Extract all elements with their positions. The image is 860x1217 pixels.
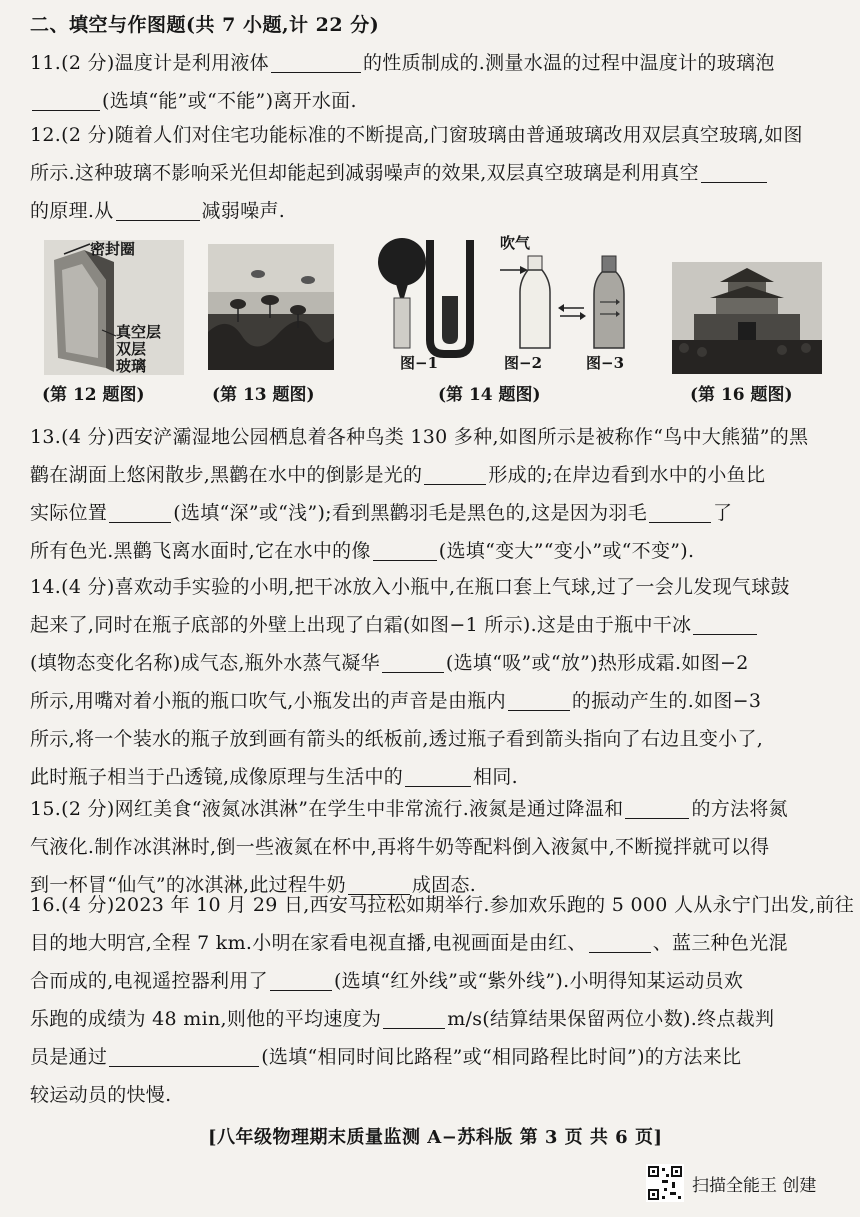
q14-text-3: (填物态变化名称)成气态,瓶外水蒸气凝华 <box>30 652 380 674</box>
q15-text-3: 气液化.制作冰淇淋时,倒一些液氮在杯中,再将牛奶等配料倒入液氮中,不断搅拌就可以得 <box>30 836 770 858</box>
figure-12 <box>44 240 184 375</box>
q13-text-1: 13.(4 分)西安浐灞湿地公园栖息着各种鸟类 130 多种,如图所示是被称作“鸟中大熊猫”的黑 <box>30 426 809 448</box>
q14-text-1: 14.(4 分)喜欢动手实验的小明,把干冰放入小瓶中,在瓶口套上气球,过了一会儿发现气球鼓 <box>30 576 790 598</box>
page-footer: [八年级物理期末质量监测 A−苏科版 第 3 页 共 6 页] <box>208 1127 663 1148</box>
question-12 <box>30 116 830 230</box>
q15-text-2: 的方法将氮 <box>691 798 788 820</box>
label-seal-ring: 密封圈 <box>90 240 136 258</box>
q13-text-6: 了 <box>713 502 733 524</box>
q16-text-8: 员是通过 <box>30 1046 108 1068</box>
caption-fig-12: (第 12 题图) <box>42 385 145 405</box>
q16-text-7: m/s(结算结果保留两位小数).终点裁判 <box>447 1008 775 1030</box>
q14-text-4: (选填“吸”或“放”)热形成霜.如图−2 <box>445 652 749 674</box>
q16-blank-2[interactable] <box>270 968 332 991</box>
q14-blank-2[interactable] <box>382 650 444 673</box>
q14-blank-3[interactable] <box>508 688 570 711</box>
q14-text-9: 相同. <box>473 766 518 788</box>
q12-blank-2[interactable] <box>116 198 200 221</box>
q14-text-2: 起来了,同时在瓶子底部的外壁上出现了白霜(如图−1 所示).这是由于瓶中干冰 <box>30 614 692 636</box>
section-title: 二、填空与作图题(共 7 小题,计 22 分) <box>30 14 380 36</box>
q14-text-6: 的振动产生的.如图−3 <box>571 690 762 712</box>
double-glass-image <box>44 240 184 375</box>
figures-row <box>40 236 830 406</box>
q13-text-8: (选填“变大”“变小”或“不变”). <box>438 540 695 562</box>
label-vacuum: 真空层 双层 玻璃 <box>116 323 162 375</box>
q11-text-2: 的性质制成的.测量水温的过程中温度计的玻璃泡 <box>362 52 775 74</box>
q11-blank-2[interactable] <box>32 88 100 111</box>
q12-text-4: 减弱噪声. <box>201 200 286 222</box>
q13-blank-4[interactable] <box>373 538 437 561</box>
caption-fig-13: (第 13 题图) <box>212 385 315 405</box>
figure-16 <box>672 262 822 374</box>
q16-blank-1[interactable] <box>589 930 651 953</box>
question-11 <box>30 44 830 120</box>
q15-blank-1[interactable] <box>625 796 689 819</box>
q11-blank-1[interactable] <box>271 50 361 73</box>
q16-blank-4[interactable] <box>109 1044 259 1067</box>
q14-text-5: 所示,用嘴对着小瓶的瓶口吹气,小瓶发出的声音是由瓶内 <box>30 690 506 712</box>
q16-text-2: 目的地大明宫,全程 7 km.小明在家看电视直播,电视画面是由红、 <box>30 932 587 954</box>
q15-text-5: 成固态. <box>411 874 477 896</box>
caption-fig-14: (第 14 题图) <box>438 385 541 405</box>
q12-blank-1[interactable] <box>701 160 767 183</box>
figure-13 <box>208 244 334 370</box>
q16-blank-3[interactable] <box>383 1006 445 1029</box>
q13-text-7: 所有色光.黑鹳飞离水面时,它在水中的像 <box>30 540 371 562</box>
label-blow: 吹气 <box>500 234 531 252</box>
q16-text-6: 乐跑的成绩为 48 min,则他的平均速度为 <box>30 1008 382 1030</box>
q13-blank-3[interactable] <box>649 500 711 523</box>
q11-text-3: (选填“能”或“不能”)离开水面. <box>102 90 357 112</box>
q13-text-5: (选填“深”或“浅”);看到黑鹳羽毛是黑色的,这是因为羽毛 <box>173 502 648 524</box>
q15-text-4: 到一杯冒“仙气”的冰淇淋,此过程牛奶 <box>30 874 346 896</box>
q16-text-9: (选填“相同时间比路程”或“相同路程比时间”)的方法来比 <box>261 1046 742 1068</box>
q12-text-3: 的原理.从 <box>30 200 114 222</box>
q12-text-2: 所示.这种玻璃不影响采光但却能起到减弱噪声的效果,双层真空玻璃是利用真空 <box>30 162 699 184</box>
question-16 <box>30 886 855 1114</box>
q16-text-5: (选填“红外线”或“紫外线”).小明得知某运动员欢 <box>333 970 744 992</box>
drum-tower-photo <box>672 262 822 374</box>
q14-blank-4[interactable] <box>405 764 471 787</box>
q12-text-1: 12.(2 分)随着人们对住宅功能标准的不断提高,门窗玻璃由普通玻璃改用双层真空玻璃,如图 <box>30 124 803 146</box>
label-fig-14-1: 图−1 <box>400 354 439 372</box>
q11-text-1: 11.(2 分)温度计是利用液体 <box>30 52 269 74</box>
caption-fig-16: (第 16 题图) <box>690 385 793 405</box>
q16-text-1: 16.(4 分)2023 年 10 月 29 日,西安马拉松如期举行.参加欢乐跑的 5 000 人从永宁门出发,前往 <box>30 894 855 916</box>
q14-text-7: 所示,将一个装水的瓶子放到画有箭头的纸板前,透过瓶子看到箭头指向了右边且变小了, <box>30 728 764 750</box>
q13-text-3: 形成的;在岸边看到水中的小鱼比 <box>488 464 766 486</box>
q16-text-10: 较运动员的快慢. <box>30 1084 172 1106</box>
q13-text-4: 实际位置 <box>30 502 108 524</box>
qr-code-icon <box>646 1164 684 1202</box>
q14-text-8: 此时瓶子相当于凸透镜,成像原理与生活中的 <box>30 766 404 788</box>
black-stork-photo <box>208 244 334 370</box>
label-fig-14-3: 图−3 <box>586 354 625 372</box>
label-fig-14-2: 图−2 <box>504 354 543 372</box>
q14-blank-1[interactable] <box>693 612 757 635</box>
q13-text-2: 鹳在湖面上悠闲散步,黑鹳在水中的倒影是光的 <box>30 464 423 486</box>
figure-14 <box>370 236 642 378</box>
q16-text-3: 、蓝三种色光混 <box>652 932 788 954</box>
question-13 <box>30 418 830 570</box>
q15-text-1: 15.(2 分)网红美食“液氮冰淇淋”在学生中非常流行.液氮是通过降温和 <box>30 798 624 820</box>
question-14 <box>30 568 830 796</box>
q13-blank-2[interactable] <box>109 500 171 523</box>
q16-text-4: 合而成的,电视遥控器利用了 <box>30 970 268 992</box>
scanner-watermark <box>646 1164 816 1202</box>
q13-blank-1[interactable] <box>424 462 486 485</box>
watermark-text: 扫描全能王 创建 <box>692 1175 817 1196</box>
